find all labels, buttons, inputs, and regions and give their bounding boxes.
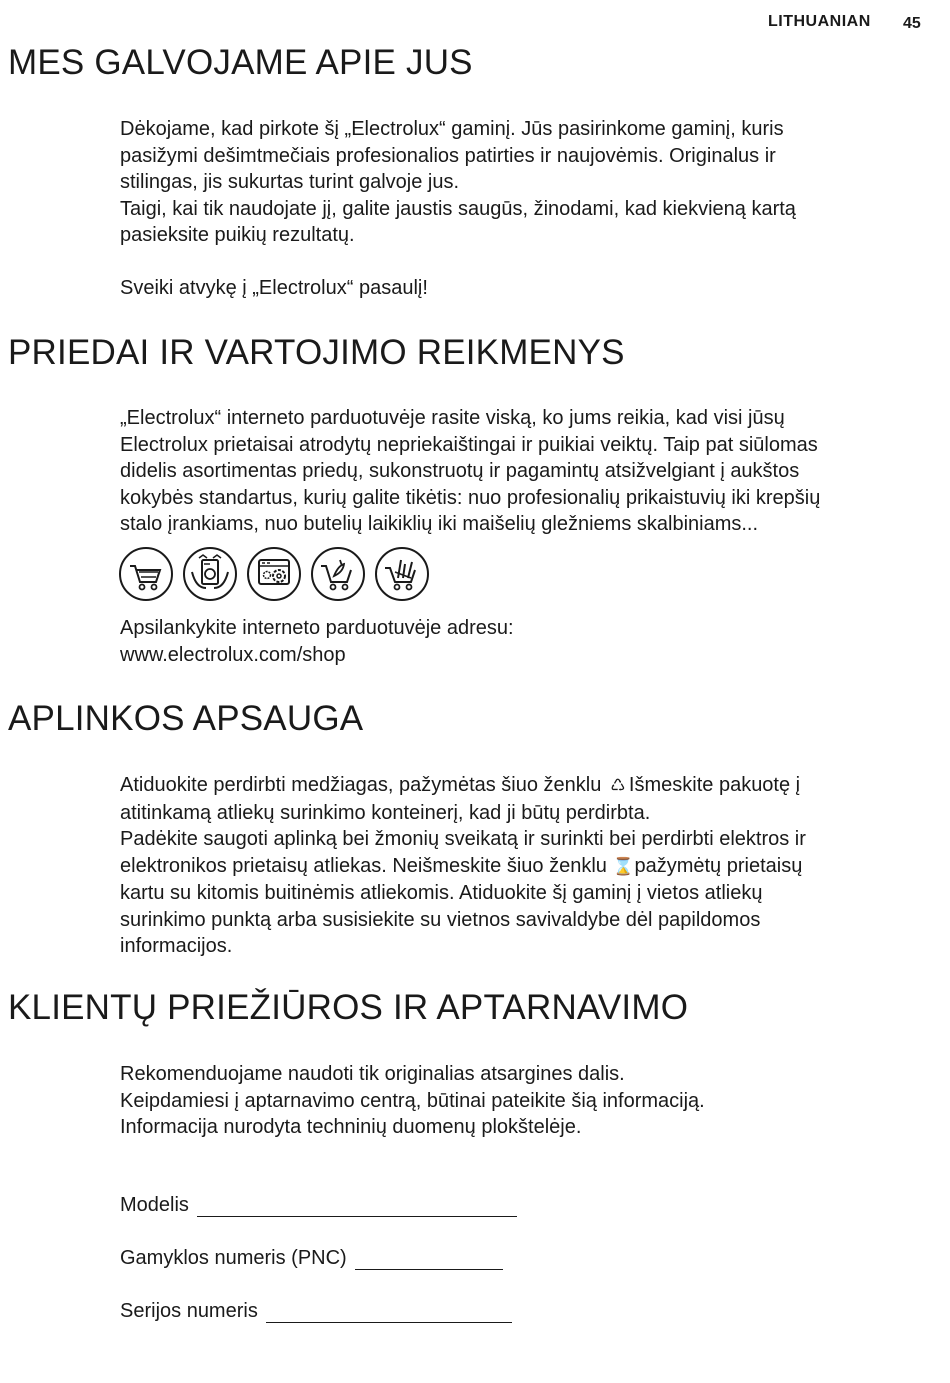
paragraph-line: Rekomenduojame naudoti tik originalias atsargines dalis. [120,1063,625,1085]
paragraph-line: didelis asortimentas priedų, sukonstruotų ir pagamintų atsižvelgiant į aukštos [120,460,800,482]
paragraph-line: Dėkojame, kad pirkote šį „Electrolux“ gaminį. Jūs pasirinkome gaminį, kuris [120,118,784,140]
serial-label: Serijos numeris [120,1300,258,1322]
section-body-environment [120,772,910,960]
paragraph-line: kartu su kitomis buitinėmis atliekomis. Atiduokite šį gaminį į vietos atliekų [120,882,763,904]
model-field [120,1194,517,1217]
pnc-blank-line[interactable] [355,1251,503,1270]
appliance-settings-icon [246,546,302,602]
paragraph-line: atitinkamą atliekų surinkimo konteinerį, kad ji būtų perdirbta. [120,801,651,824]
section-title-accessories: PRIEDAI IR VARTOJIMO REIKMENYS [8,333,625,372]
paragraph-line [120,853,910,881]
paragraph-line: informacijos. [120,935,233,957]
paragraph-line: „Electrolux“ interneto parduotuvėje rasite viską, ko jums reikia, kad visi jūsų [120,407,785,429]
serial-field [120,1300,512,1323]
page-number: 45 [903,15,921,32]
cart-accessories-icon [310,546,366,602]
washing-machine-hands-icon [182,546,238,602]
shop-url-link[interactable]: www.electrolux.com/shop [120,643,346,666]
model-label: Modelis [120,1194,189,1216]
welcome-line: Sveiki atvykę į „Electrolux“ pasaulį! [120,277,428,299]
serial-blank-line[interactable] [266,1304,512,1323]
paragraph-line: stilingas, jis sukurtas turint galvoje jus. [120,171,460,193]
paragraph-line: stalo įrankiams, nuo butelių laikiklių iki maišelių gležniems skalbiniams... [120,513,759,535]
paragraph-line [120,772,910,800]
pnc-label: Gamyklos numeris (PNC) [120,1247,347,1269]
packaging-text: Išmeskite pakuotę į [628,774,801,796]
paragraph-line: Taigi, kai tik naudojate jį, galite jaustis saugūs, žinodami, kad kiekvieną kartą [120,197,796,220]
recycle-text: Atiduokite perdirbti medžiagas, pažymėtas šiuo ženklu [120,774,602,796]
paragraph-line: surinkimo punktą arba susisiekite su vietnos savivaldybe dėl papildomos [120,908,761,931]
section-title-environment: APLINKOS APSAUGA [8,699,364,738]
paragraph-line: kokybės standartus, kurių galite tikėtis: nuo profesionalių prikaistuvių iki krepšių [120,486,821,509]
section-body-customer-care [120,1061,910,1141]
paragraph-line: Informacija nurodyta techninių duomenų plokštelėje. [120,1116,582,1138]
section-title-customer-care: KLIENTŲ PRIEŽIŪROS IR APTARNAVIMO [8,988,689,1027]
paragraph-line: Padėkite saugoti aplinką bei žmonių sveikatą ir surinkti bei perdirbti elektros ir [120,828,806,850]
section-title-thinking-of-you: MES GALVOJAME APIE JUS [8,43,473,82]
section-body-thinking-of-you [120,116,910,302]
paragraph-line: Electrolux prietaisai atrodytų nepriekaištingai ir puikiai veiktų. Taip pat siūlomas [120,433,818,456]
accessory-icons-row [118,546,430,602]
weee-text: elektronikos prietaisų atliekas. Neišmeskite šiuo ženklu [120,854,607,877]
pnc-field [120,1247,503,1270]
paragraph-line: pasieksite puikių rezultatų. [120,224,355,246]
model-blank-line[interactable] [197,1198,517,1217]
recycle-icon: ♺ [610,776,626,795]
section-body-accessories [120,405,910,538]
crossed-bin-icon: ⌛ [612,856,635,876]
paragraph-line: Keipdamiesi į aptarnavimo centrą, būtinai pateikite šią informaciją. [120,1089,705,1112]
visit-shop-text: Apsilankykite interneto parduotuvėje adresu: [120,617,514,639]
cart-cutlery-icon [374,546,430,602]
weee-text-end: pažymėtų prietaisų [634,854,803,877]
shopping-cart-icon [118,546,174,602]
language-label: LITHUANIAN [768,13,871,30]
paragraph-line: pasižymi dešimtmečiais profesionalios patirties ir naujovėmis. Originalus ir [120,144,776,167]
shop-visit-block [120,615,910,668]
